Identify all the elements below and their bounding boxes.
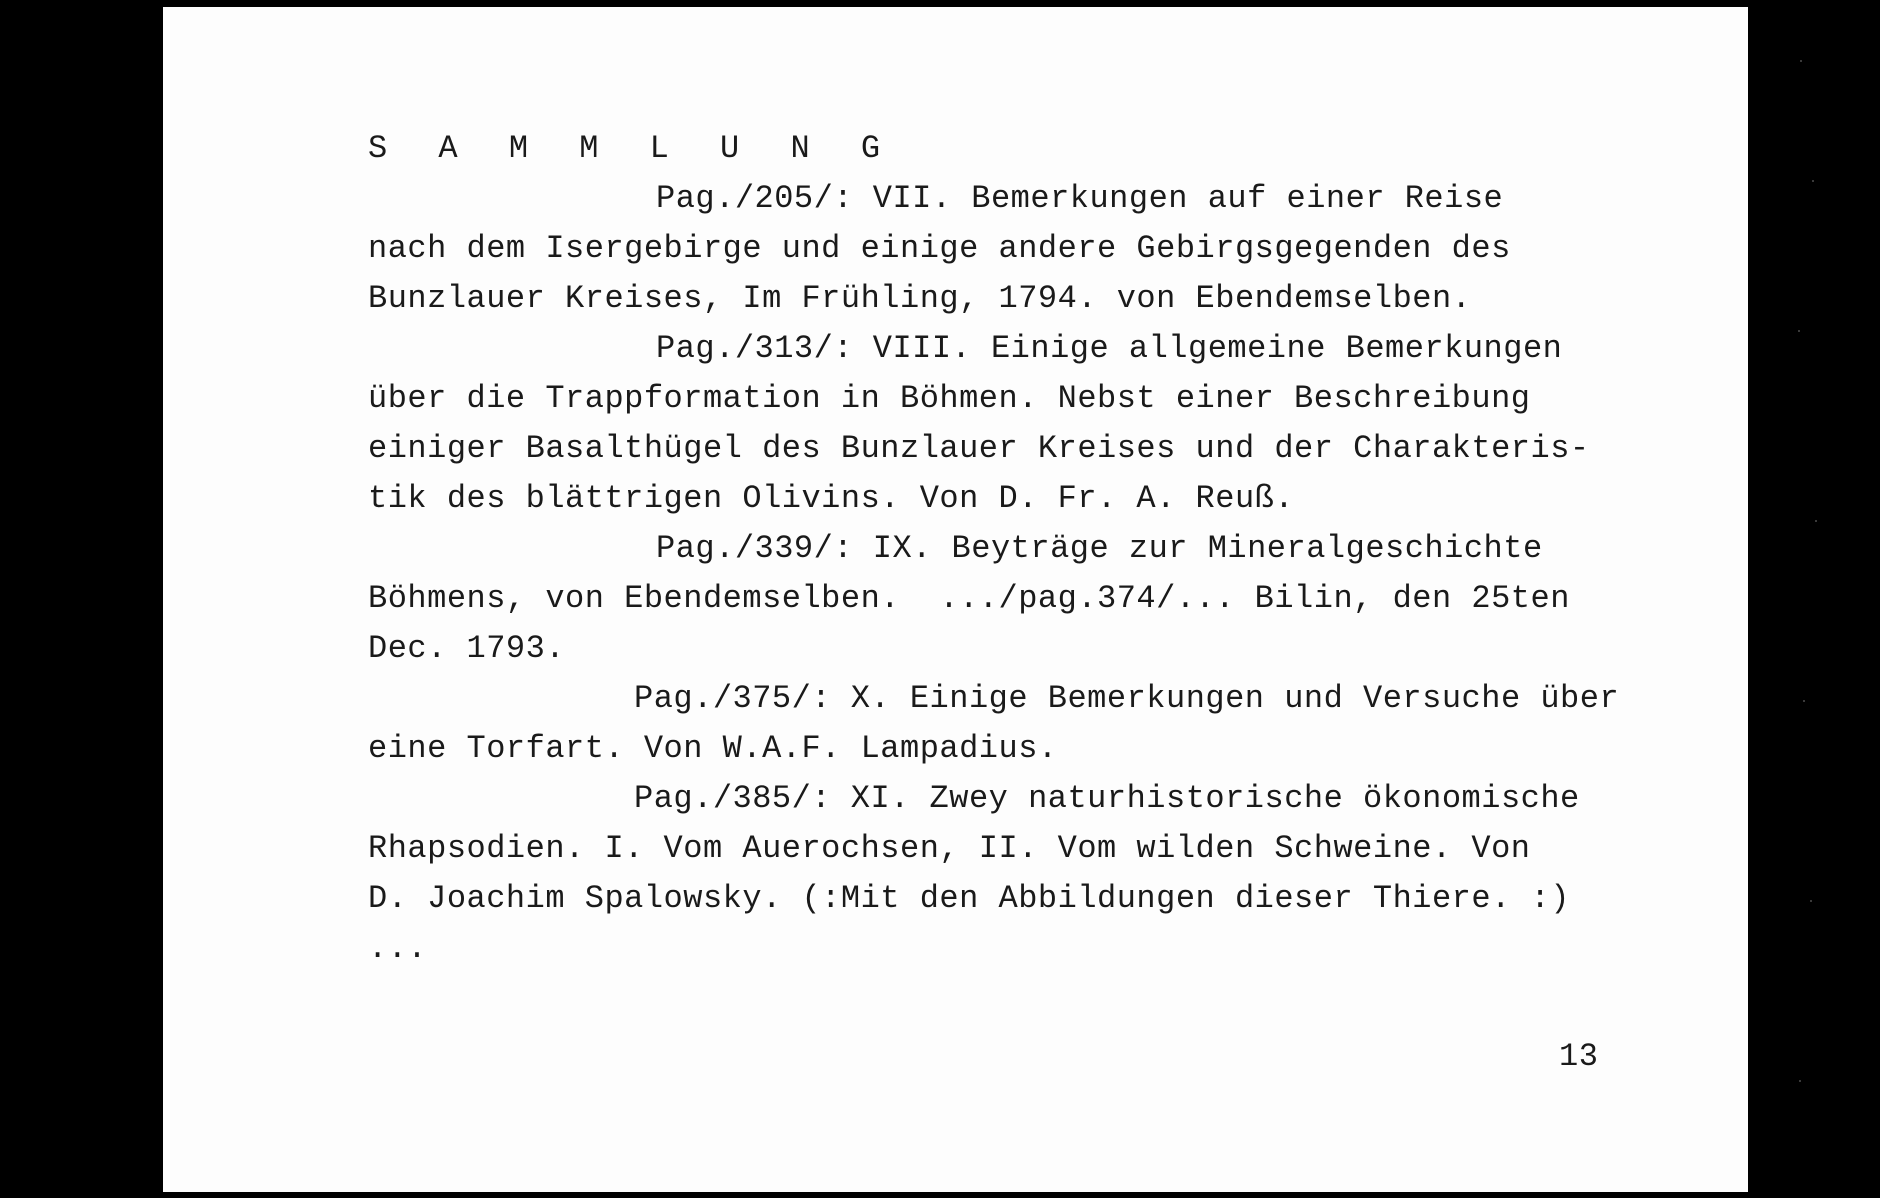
text-line: eine Torfart. Von W.A.F. Lampadius. — [368, 730, 1058, 767]
scan-speck — [1810, 900, 1812, 902]
scan-speck — [1812, 180, 1814, 182]
scan-speck — [1799, 1080, 1801, 1082]
scan-speck — [1798, 330, 1800, 332]
text-line: Pag./313/: VIII. Einige allgemeine Bemerkungen — [656, 330, 1563, 367]
scan-speck — [1803, 700, 1805, 702]
page-heading: S A M M L U N G — [368, 130, 897, 167]
text-line: ... — [368, 930, 428, 967]
text-line: einiger Basalthügel des Bunzlauer Kreises und der Charakteris- — [368, 430, 1590, 467]
text-line: Pag./375/: X. Einige Bemerkungen und Versuche über — [634, 680, 1620, 717]
text-line: Pag./385/: XI. Zwey naturhistorische ökonomische — [634, 780, 1580, 817]
text-line: Bunzlauer Kreises, Im Frühling, 1794. von Ebendemselben. — [368, 280, 1472, 317]
page-number: 13 — [1559, 1038, 1599, 1075]
text-line: nach dem Isergebirge und einige andere Gebirgsgegenden des — [368, 230, 1511, 267]
text-line: D. Joachim Spalowsky. (:Mit den Abbildungen dieser Thiere. :) — [368, 880, 1570, 917]
text-line: Rhapsodien. I. Vom Auerochsen, II. Vom wilden Schweine. Von — [368, 830, 1531, 867]
text-line: Böhmens, von Ebendemselben. .../pag.374/... Bilin, den 25ten — [368, 580, 1570, 617]
text-line: Dec. 1793. — [368, 630, 566, 667]
document-card — [163, 7, 1748, 1192]
typed-page — [163, 7, 1748, 1192]
text-line: Pag./339/: IX. Beyträge zur Mineralgeschichte — [656, 530, 1543, 567]
text-line: über die Trappformation in Böhmen. Nebst einer Beschreibung — [368, 380, 1531, 417]
scan-speck — [1815, 520, 1817, 522]
text-line: Pag./205/: VII. Bemerkungen auf einer Reise — [656, 180, 1504, 217]
text-line: tik des blättrigen Olivins. Von D. Fr. A. Reuß. — [368, 480, 1295, 517]
scan-speck — [1800, 60, 1802, 62]
